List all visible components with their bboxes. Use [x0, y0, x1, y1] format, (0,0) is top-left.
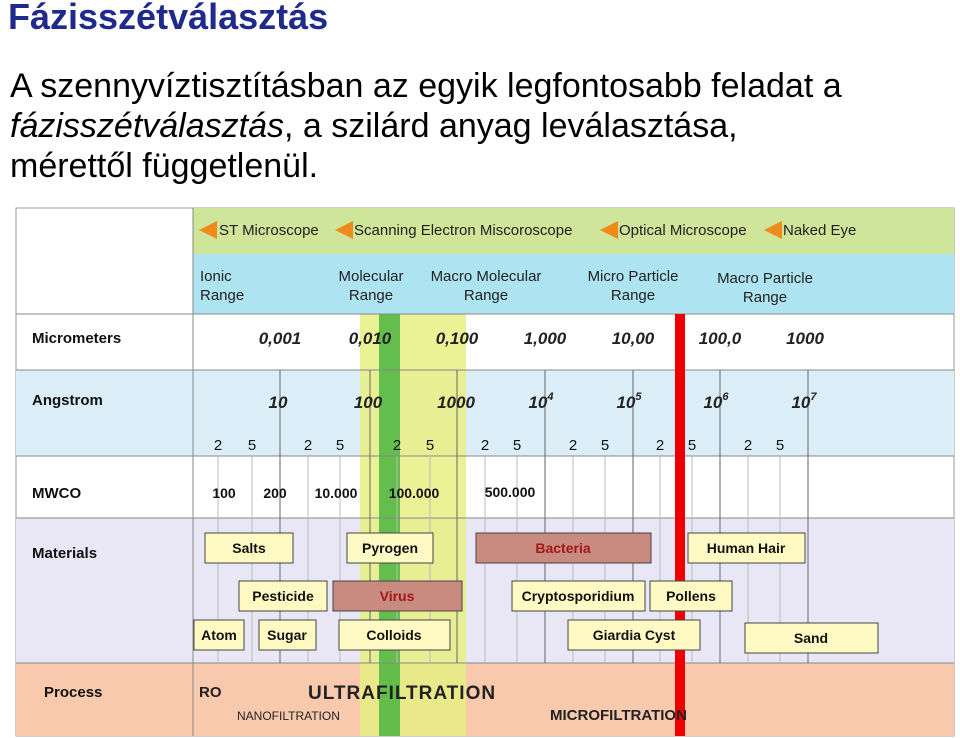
page-title: Fázisszétválasztás	[8, 0, 329, 37]
subtick-label: 5	[600, 437, 610, 454]
range-molecular-line2: Range	[348, 287, 394, 304]
subtick-label: 5	[687, 437, 697, 454]
range-molecular-line1: Molecular	[338, 268, 404, 285]
process-ultrafiltration: ULTRAFILTRATION	[308, 683, 497, 704]
mwco-value: 10.000	[314, 485, 358, 501]
range-macroparticle-line1: Macro Particle	[717, 270, 813, 287]
process-microfiltration: MICROFILTRATION	[550, 707, 687, 724]
material-atom: Atom	[201, 627, 237, 643]
intro-line-1: A szennyvíztisztításban az egyik legfontosabb feladat a	[10, 67, 842, 105]
angstrom-base: 10	[268, 393, 288, 412]
micrometer-value: 10,00	[611, 329, 655, 348]
mwco-value: 100.000	[388, 485, 440, 501]
angstrom-exponent: 7	[810, 391, 817, 403]
material-sugar: Sugar	[267, 627, 307, 643]
material-colloids: Colloids	[366, 627, 422, 643]
subtick-label: 5	[425, 437, 435, 454]
angstrom-exponent: 5	[635, 391, 642, 403]
mwco-value: 200	[263, 485, 287, 501]
material-pesticide: Pesticide	[252, 588, 314, 604]
material-bacteria: Bacteria	[535, 540, 591, 556]
range-ionic-line2: Range	[200, 287, 245, 304]
row-label-mwco: MWCO	[32, 485, 82, 502]
micrometer-value: 1,000	[523, 329, 567, 348]
row-label-micrometers: Micrometers	[32, 330, 122, 347]
material-salts: Salts	[232, 540, 266, 556]
micrometer-value: 0,010	[348, 329, 392, 348]
angstrom-base: 100	[353, 393, 383, 412]
range-macroparticle-line2: Range	[742, 289, 788, 306]
angstrom-value	[437, 393, 475, 412]
method-st-microscope: ST Microscope	[219, 222, 319, 239]
micrometer-value: 1000	[786, 329, 824, 348]
subtick-label: 5	[335, 437, 345, 454]
range-macromolecular-line2: Range	[463, 287, 509, 304]
material-pollens: Pollens	[666, 588, 716, 604]
mwco-value: 100	[212, 485, 236, 501]
ultrafiltration-yellow-band	[360, 314, 466, 736]
subtick-label: 2	[213, 437, 223, 454]
range-macromolecular-line1: Macro Molecular	[430, 268, 542, 285]
mwco-value: 500.000	[484, 484, 536, 500]
range-ionic-line1: Ionic	[200, 268, 232, 285]
micrometer-value: 0,100	[435, 329, 479, 348]
row-label-materials: Materials	[32, 545, 98, 562]
row-label-process: Process	[44, 684, 103, 701]
range-microparticle-line2: Range	[610, 287, 656, 304]
range-bar	[193, 254, 954, 314]
subtick-label: 5	[775, 437, 785, 454]
subtick-label: 5	[512, 437, 522, 454]
material-pyrogen: Pyrogen	[361, 540, 419, 556]
material-sand: Sand	[793, 630, 829, 646]
angstrom-value	[354, 393, 383, 412]
subtick-label: 2	[743, 437, 753, 454]
method-sem: Scanning Electron Miscoroscope	[354, 222, 573, 239]
method-optical-microscope: Optical Microscope	[619, 222, 747, 239]
angstrom-exponent: 4	[547, 391, 554, 403]
subtick-label: 2	[655, 437, 665, 454]
intro-line-2: , a szilárd anyag leválasztása,	[284, 107, 738, 145]
process-nanofiltration: NANOFILTRATION	[237, 709, 340, 723]
intro-term: fázisszétválasztás	[10, 107, 284, 145]
angstrom-base: 10	[791, 393, 811, 412]
subtick-label: 5	[247, 437, 257, 454]
method-naked-eye: Naked Eye	[783, 222, 857, 239]
subtick-label: 2	[303, 437, 313, 454]
intro-line-3: mérettől függetlenül.	[10, 147, 319, 185]
material-cryptosporidium: Cryptosporidium	[521, 588, 635, 604]
micrometer-value: 100,0	[698, 329, 742, 348]
angstrom-base: 10	[528, 393, 548, 412]
angstrom-base: 10	[703, 393, 723, 412]
process-ro: RO	[199, 684, 222, 701]
angstrom-value	[269, 393, 288, 412]
material-virus: Virus	[379, 588, 415, 604]
subtick-label: 2	[480, 437, 490, 454]
red-boundary-line	[675, 314, 685, 736]
subtick-label: 2	[392, 437, 402, 454]
subtick-label: 2	[568, 437, 578, 454]
angstrom-base: 1000	[437, 393, 475, 412]
material-giardia-cyst: Giardia Cyst	[592, 627, 676, 643]
angstrom-exponent: 6	[722, 391, 729, 403]
row-label-angstrom: Angstrom	[32, 392, 103, 409]
range-microparticle-line1: Micro Particle	[587, 268, 679, 285]
micrometer-value: 0,001	[258, 329, 302, 348]
angstrom-base: 10	[616, 393, 636, 412]
material-human-hair: Human Hair	[706, 540, 786, 556]
